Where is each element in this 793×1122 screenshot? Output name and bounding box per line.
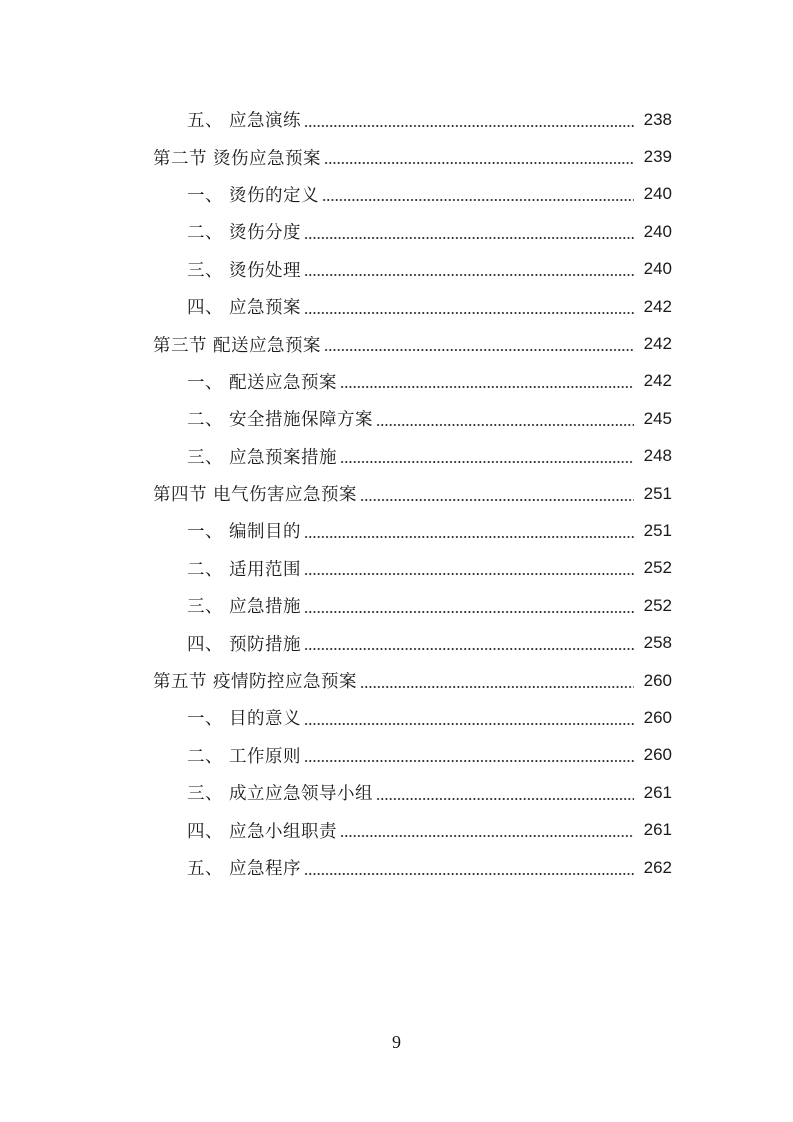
dot-leader	[304, 648, 634, 650]
toc-entry-page: 240	[643, 184, 672, 204]
toc-entry-page: 260	[643, 707, 672, 727]
toc-entry-title: 编制目的	[229, 522, 301, 543]
toc-entry-number: 第四节	[153, 485, 207, 506]
toc-entry[interactable]	[0, 811, 793, 848]
dot-leader	[340, 461, 634, 463]
toc-entry-number: 三、	[187, 260, 223, 281]
dot-leader	[322, 199, 634, 201]
toc-entry-page: 239	[643, 147, 672, 167]
toc-entry[interactable]	[0, 512, 793, 549]
toc-entry-page: 248	[643, 446, 672, 466]
dot-leader	[360, 686, 634, 688]
dot-leader	[304, 312, 634, 314]
toc-entry[interactable]	[0, 400, 793, 437]
toc-section-entry[interactable]	[0, 138, 793, 175]
toc-entry-title: 烫伤应急预案	[213, 148, 321, 169]
page-number: 9	[392, 1032, 401, 1052]
toc-entry[interactable]	[0, 550, 793, 587]
toc-entry-page: 260	[643, 745, 672, 765]
toc-entry-page: 240	[643, 221, 672, 241]
toc-entry[interactable]	[0, 624, 793, 661]
toc-section-entry[interactable]	[0, 475, 793, 512]
toc-entry-number: 三、	[187, 447, 223, 468]
dot-leader	[304, 873, 634, 875]
toc-entry-number: 五、	[187, 111, 223, 132]
dot-leader	[304, 611, 634, 613]
toc-entry-page: 260	[643, 670, 672, 690]
toc-entry-number: 第五节	[153, 672, 207, 693]
toc-entry-number: 五、	[187, 859, 223, 879]
toc-entry-title: 应急程序	[229, 859, 301, 879]
dot-leader	[360, 499, 634, 501]
toc-entry-page: 252	[643, 558, 672, 578]
toc-entry-title: 烫伤分度	[229, 223, 301, 244]
toc-entry-title: 应急演练	[229, 111, 301, 132]
dot-leader	[376, 424, 634, 426]
toc-entry-number: 二、	[187, 746, 223, 767]
toc-entry-page: 251	[643, 520, 672, 540]
toc-entry-page: 251	[643, 483, 672, 503]
toc-entry-title: 适用范围	[229, 559, 301, 580]
toc-entry-title: 应急预案	[229, 298, 301, 319]
toc-entry-title: 烫伤的定义	[229, 185, 319, 206]
toc-entry-title: 应急措施	[229, 597, 301, 618]
toc-entry-number: 第三节	[153, 335, 207, 356]
dot-leader	[324, 349, 634, 351]
dot-leader	[304, 573, 634, 575]
toc-entry-number: 三、	[187, 784, 223, 805]
dot-leader	[304, 536, 634, 538]
toc-entry-page: 262	[643, 857, 672, 877]
dot-leader	[304, 760, 634, 762]
toc-entry-number: 二、	[187, 410, 223, 431]
table-of-contents	[0, 101, 793, 886]
dot-leader	[340, 386, 634, 388]
toc-entry[interactable]	[0, 251, 793, 288]
toc-entry-page: 242	[643, 296, 672, 316]
toc-entry[interactable]	[0, 699, 793, 736]
toc-entry-number: 四、	[187, 634, 223, 655]
toc-entry-number: 一、	[187, 185, 223, 206]
toc-entry-page: 245	[643, 408, 672, 428]
toc-entry[interactable]	[0, 737, 793, 774]
toc-entry-page: 242	[643, 371, 672, 391]
toc-entry-title: 目的意义	[229, 709, 301, 730]
toc-entry-number: 二、	[187, 559, 223, 580]
toc-entry[interactable]	[0, 587, 793, 624]
toc-entry[interactable]	[0, 213, 793, 250]
toc-entry-page: 261	[643, 782, 672, 802]
toc-entry[interactable]	[0, 849, 793, 886]
dot-leader	[324, 162, 634, 164]
toc-entry[interactable]	[0, 176, 793, 213]
toc-entry-page: 258	[643, 633, 672, 653]
toc-entry-title: 应急预案措施	[229, 447, 337, 468]
toc-entry-page: 242	[643, 334, 672, 354]
toc-entry-page: 261	[643, 820, 672, 840]
toc-entry[interactable]	[0, 101, 793, 138]
toc-entry-number: 四、	[187, 821, 223, 842]
toc-entry-number: 一、	[187, 372, 223, 393]
dot-leader	[304, 125, 634, 127]
dot-leader	[340, 835, 634, 837]
toc-entry-title: 疫情防控应急预案	[213, 672, 357, 693]
toc-entry-title: 预防措施	[229, 634, 301, 655]
toc-entry-title: 工作原则	[229, 746, 301, 767]
toc-entry-title: 电气伤害应急预案	[213, 485, 357, 506]
toc-section-entry[interactable]	[0, 325, 793, 362]
dot-leader	[304, 237, 634, 239]
toc-entry-number: 第二节	[153, 148, 207, 169]
toc-entry[interactable]	[0, 774, 793, 811]
toc-entry-page: 240	[643, 259, 672, 279]
dot-leader	[304, 723, 634, 725]
toc-entry-title: 应急小组职责	[229, 821, 337, 842]
toc-entry-title: 烫伤处理	[229, 260, 301, 281]
toc-entry-number: 二、	[187, 223, 223, 244]
toc-entry[interactable]	[0, 288, 793, 325]
toc-section-entry[interactable]	[0, 662, 793, 699]
toc-entry[interactable]	[0, 363, 793, 400]
dot-leader	[376, 798, 634, 800]
toc-entry-page: 238	[643, 109, 672, 129]
dot-leader	[304, 274, 634, 276]
toc-entry-number: 一、	[187, 709, 223, 730]
toc-entry-number: 一、	[187, 522, 223, 543]
toc-entry-page: 252	[643, 595, 672, 615]
toc-entry-number: 三、	[187, 597, 223, 618]
toc-entry-title: 配送应急预案	[213, 335, 321, 356]
toc-entry-title: 安全措施保障方案	[229, 410, 373, 431]
toc-entry-title: 成立应急领导小组	[229, 784, 373, 805]
toc-entry-number: 四、	[187, 298, 223, 319]
toc-entry[interactable]	[0, 438, 793, 475]
toc-entry-title: 配送应急预案	[229, 372, 337, 393]
